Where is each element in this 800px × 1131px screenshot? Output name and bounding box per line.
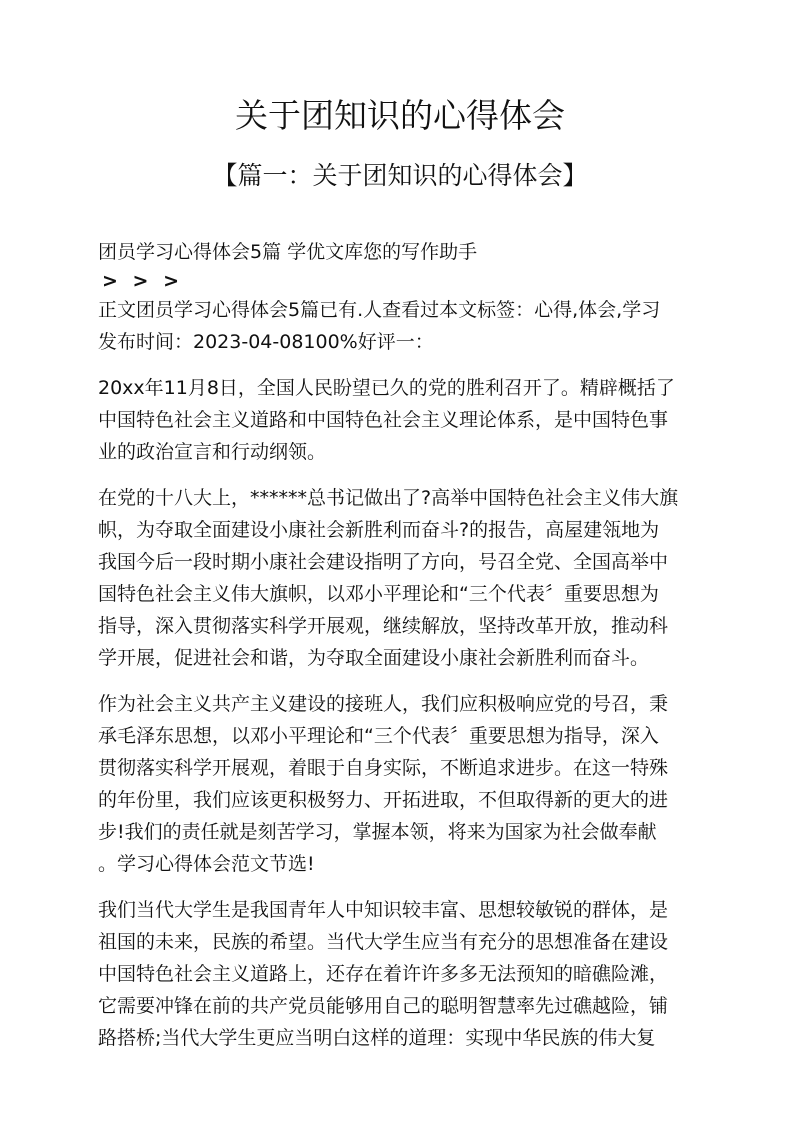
paragraph-line: 的年份里，我们应该更积极努力、开拓进取，不但取得新的更大的进 [98, 789, 669, 811]
paragraph-line: 我们当代大学生是我国青年人中知识较丰富、思想较敏锐的群体，是 [98, 899, 669, 921]
paragraph-line: 在党的十八大上，******总书记做出了?高举中国特色社会主义伟大旗 [98, 487, 679, 509]
paragraph-line: 它需要冲锋在前的共产党员能够用自己的聪明智慧率先过礁越险，铺 [98, 995, 669, 1017]
paragraph-line: 贯彻落实科学开展观，着眼于自身实际，不断追求进步。在这一特殊 [98, 757, 669, 779]
paragraph-1 [98, 372, 710, 468]
section-heading: 【篇一：关于团知识的心得体会】 [212, 161, 588, 190]
arrow-markers: > > > [102, 270, 183, 292]
paragraph-line: 学开展，促进社会和谐，为夺取全面建设小康社会新胜利而奋斗。 [98, 647, 650, 669]
paragraph-line: 承毛泽东思想，以邓小平理论和“三个代表〞重要思想为指导，深入 [98, 725, 659, 747]
paragraph-line: 祖国的未来，民族的希望。当代大学生应当有充分的思想准备在建设 [98, 931, 669, 953]
paragraph-line: 帜，为夺取全面建设小康社会新胜利而奋斗?的报告，高屋建瓴地为 [98, 519, 660, 541]
paragraph-line: 步!我们的责任就是刻苦学习，掌握本领，将来为国家为社会做奉献 [98, 821, 657, 843]
paragraph-2 [98, 482, 710, 674]
paragraph-line: 中国特色社会主义道路和中国特色社会主义理论体系，是中国特色事 [98, 409, 669, 431]
paragraph-line: 指导，深入贯彻落实科学开展观，继续解放，坚持改革开放，推动科 [98, 615, 669, 637]
paragraph-3 [98, 688, 710, 880]
paragraph-line: 。学习心得体会范文节选! [98, 853, 315, 875]
document-body [98, 236, 710, 1054]
document-title: 关于团知识的心得体会 [235, 96, 565, 135]
paragraph-line: 国特色社会主义伟大旗帜，以邓小平理论和“三个代表〞重要思想为 [98, 583, 659, 605]
meta-line: 正文团员学习心得体会5篇已有.人查看过本文标签：心得,体会,学习 [98, 299, 661, 321]
intro-line: 团员学习心得体会5篇 学优文库您的写作助手 [98, 241, 478, 263]
paragraph-line: 20xx年11月8日，全国人民盼望已久的党的胜利召开了。精辟概括了 [98, 377, 675, 399]
meta-line: 发布时间：2023-04-08100%好评一： [98, 331, 434, 353]
paragraph-line: 业的政治宣言和行动纲领。 [98, 441, 327, 463]
paragraph-line: 我国今后一段时期小康社会建设指明了方向，号召全党、全国高举中 [98, 551, 669, 573]
paragraph-line: 路搭桥;当代大学生更应当明白这样的道理：实现中华民族的伟大复 [98, 1027, 656, 1049]
paragraph-line: 中国特色社会主义道路上，还存在着许许多多无法预知的暗礁险滩， [98, 963, 669, 985]
paragraph-line: 作为社会主义共产主义建设的接班人，我们应积极响应党的号召，秉 [98, 693, 669, 715]
paragraph-4 [98, 894, 710, 1054]
